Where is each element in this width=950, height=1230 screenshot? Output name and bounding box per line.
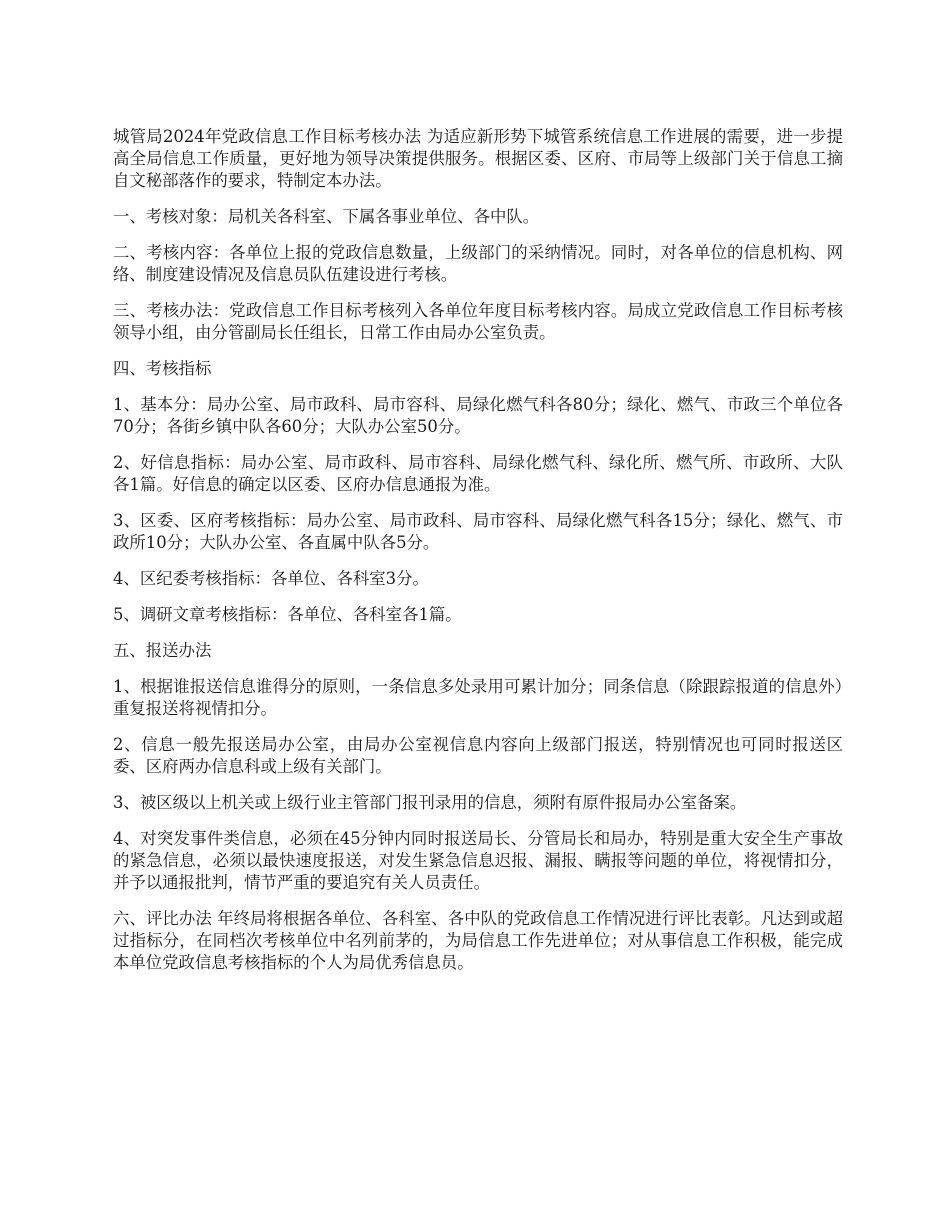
paragraph-section-6: 六、评比办法 年终局将根据各单位、各科室、各中队的党政信息工作情况进行评比表彰。凡达到或超过指标分，在同档次考核单位中名列前茅的，为局信息工作先进单位；对从事信息工作积极，能完成本单位党政信息考核指标的个人为局优秀信息员。 — [113, 909, 843, 972]
paragraph-intro: 城管局2024年党政信息工作目标考核办法 为适应新形势下城管系统信息工作进展的需要，进一步提高全局信息工作质量，更好地为领导决策提供服务。根据区委、区府、市局等上级部门关于信息工摘自文秘部落作的要求，特制定本办法。 — [113, 127, 843, 190]
paragraph-item-5-3: 3、被区级以上机关或上级行业主管部门报刊录用的信息，须附有原件报局办公室备案。 — [113, 793, 747, 812]
paragraph-section-3: 三、考核办法：党政信息工作目标考核列入各单位年度目标考核内容。局成立党政信息工作目标考核领导小组，由分管副局长任组长，日常工作由局办公室负责。 — [113, 301, 843, 342]
paragraph-section-2: 二、考核内容：各单位上报的党政信息数量，上级部门的采纳情况。同时，对各单位的信息机构、网络、制度建设情况及信息员队伍建设进行考核。 — [113, 243, 843, 284]
paragraph-item-5-1: 1、根据谁报送信息谁得分的原则，一条信息多处录用可累计加分；同条信息（除跟踪报道的信息外）重复报送将视情扣分。 — [113, 677, 843, 718]
paragraph-item-4-1: 1、基本分：局办公室、局市政科、局市容科、局绿化燃气科各80分；绿化、燃气、市政三个单位各70分；各街乡镇中队各60分；大队办公室50分。 — [113, 395, 843, 436]
paragraph-item-4-2: 2、好信息指标：局办公室、局市政科、局市容科、局绿化燃气科、绿化所、燃气所、市政所、大队各1篇。好信息的确定以区委、区府办信息通报为准。 — [113, 453, 843, 494]
paragraph-item-4-3: 3、区委、区府考核指标：局办公室、局市政科、局市容科、局绿化燃气科各15分；绿化、燃气、市政所10分；大队办公室、各直属中队各5分。 — [113, 511, 843, 552]
section-heading-5: 五、报送办法 — [113, 641, 212, 660]
paragraph-item-4-5: 5、调研文章考核指标：各单位、各科室各1篇。 — [113, 605, 462, 624]
document-body — [113, 126, 843, 988]
paragraph-item-5-2: 2、信息一般先报送局办公室，由局办公室视信息内容向上级部门报送，特别情况也可同时报送区委、区府两办信息科或上级有关部门。 — [113, 735, 843, 776]
paragraph-item-4-4: 4、区纪委考核指标：各单位、各科室3分。 — [113, 569, 429, 588]
section-heading-4: 四、考核指标 — [113, 359, 212, 378]
paragraph-section-1: 一、考核对象：局机关各科室、下属各事业单位、各中队。 — [113, 207, 540, 226]
paragraph-item-5-4: 4、对突发事件类信息，必须在45分钟内同时报送局长、分管局长和局办，特别是重大安全生产事故的紧急信息，必须以最快速度报送，对发生紧急信息迟报、漏报、瞒报等问题的单位，将视情扣分，并予以通报批判，情节严重的要追究有关人员责任。 — [113, 829, 843, 892]
